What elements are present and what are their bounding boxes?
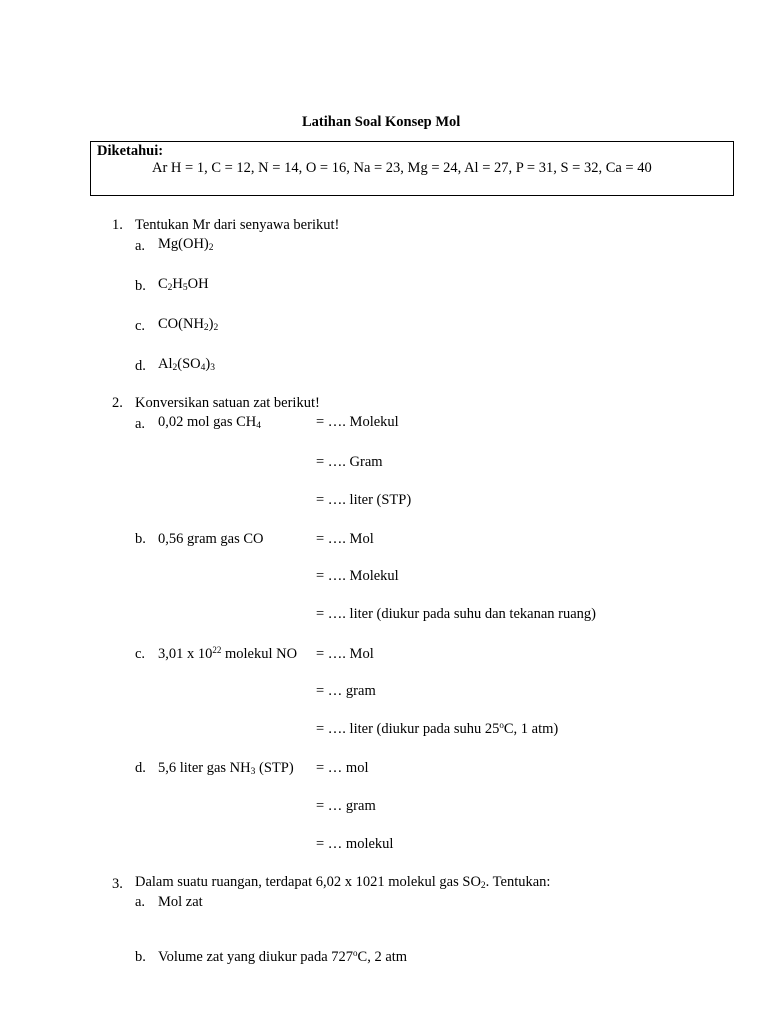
q3-text: Dalam suatu ruangan, terdapat 6,02 x 1021 molekul gas $SO_2$. Tentukan: (135, 874, 551, 891)
q3-b-letter: b. (135, 949, 146, 965)
q1-text: Tentukan Mr dari senyawa berikut! (135, 217, 340, 233)
q3-a-letter: a. (135, 894, 146, 910)
q2-text: Konversikan satuan zat berikut! (135, 395, 320, 411)
document-title: Latihan Soal Konsep Mol (302, 114, 461, 130)
q2-c-letter: c. (135, 646, 146, 662)
q2-c-line-3: = …. liter (diukur pada suhu 25$^o$C, 1 atm) (316, 720, 559, 737)
q2-b-line-1: = …. Mol (316, 531, 374, 547)
q2-d-given: 5,6 liter gas $NH_3$ (STP) (158, 760, 294, 777)
q2-d-line-2: = … gram (316, 798, 376, 814)
q1-b-formula: $C_2H_5OH$ (158, 276, 209, 293)
q2-a-line-1: = …. Molekul (316, 414, 399, 430)
q1-number: 1. (112, 217, 123, 233)
q3-b-text: Volume zat yang diukur pada 727$^o$C, 2 atm (158, 948, 408, 965)
q3-a-text: Mol zat (158, 894, 203, 910)
q1-a-letter: a. (135, 238, 146, 254)
q2-a-line-3: = …. liter (STP) (316, 492, 412, 508)
q2-a-given: 0,02 mol gas $CH_4$ (158, 414, 262, 431)
q2-c-line-2: = … gram (316, 683, 376, 699)
q1-d-letter: d. (135, 358, 146, 374)
known-label: Diketahui: (97, 143, 164, 159)
q2-d-line-1: = … mol (316, 760, 369, 776)
atomic-mass-values: Ar H = 1, C = 12, N = 14, O = 16, Na = 23, Mg = 24, Al = 27, P = 31, S = 32, Ca = 40 (152, 160, 652, 176)
q2-b-letter: b. (135, 531, 146, 547)
q1-a-formula: $Mg(OH)_2$ (158, 236, 214, 253)
q2-b-given: 0,56 gram gas CO (158, 531, 264, 547)
q2-number: 2. (112, 395, 123, 411)
q3-number: 3. (112, 876, 123, 892)
q2-c-given: 3,01 x $10^{22}$ molekul NO (158, 645, 298, 662)
q2-c-line-1: = …. Mol (316, 646, 374, 662)
q2-d-line-3: = … molekul (316, 836, 394, 852)
q2-a-line-2: = …. Gram (316, 454, 383, 470)
q2-d-letter: d. (135, 760, 146, 776)
q1-c-formula: $CO(NH_2)_2$ (158, 316, 219, 333)
q2-b-line-2: = …. Molekul (316, 568, 399, 584)
q1-b-letter: b. (135, 278, 146, 294)
q1-d-formula: $Al_2(SO_4)_3$ (158, 356, 215, 373)
q1-c-letter: c. (135, 318, 146, 334)
q2-a-letter: a. (135, 416, 146, 432)
q2-b-line-3: = …. liter (diukur pada suhu dan tekanan ruang) (316, 606, 596, 622)
